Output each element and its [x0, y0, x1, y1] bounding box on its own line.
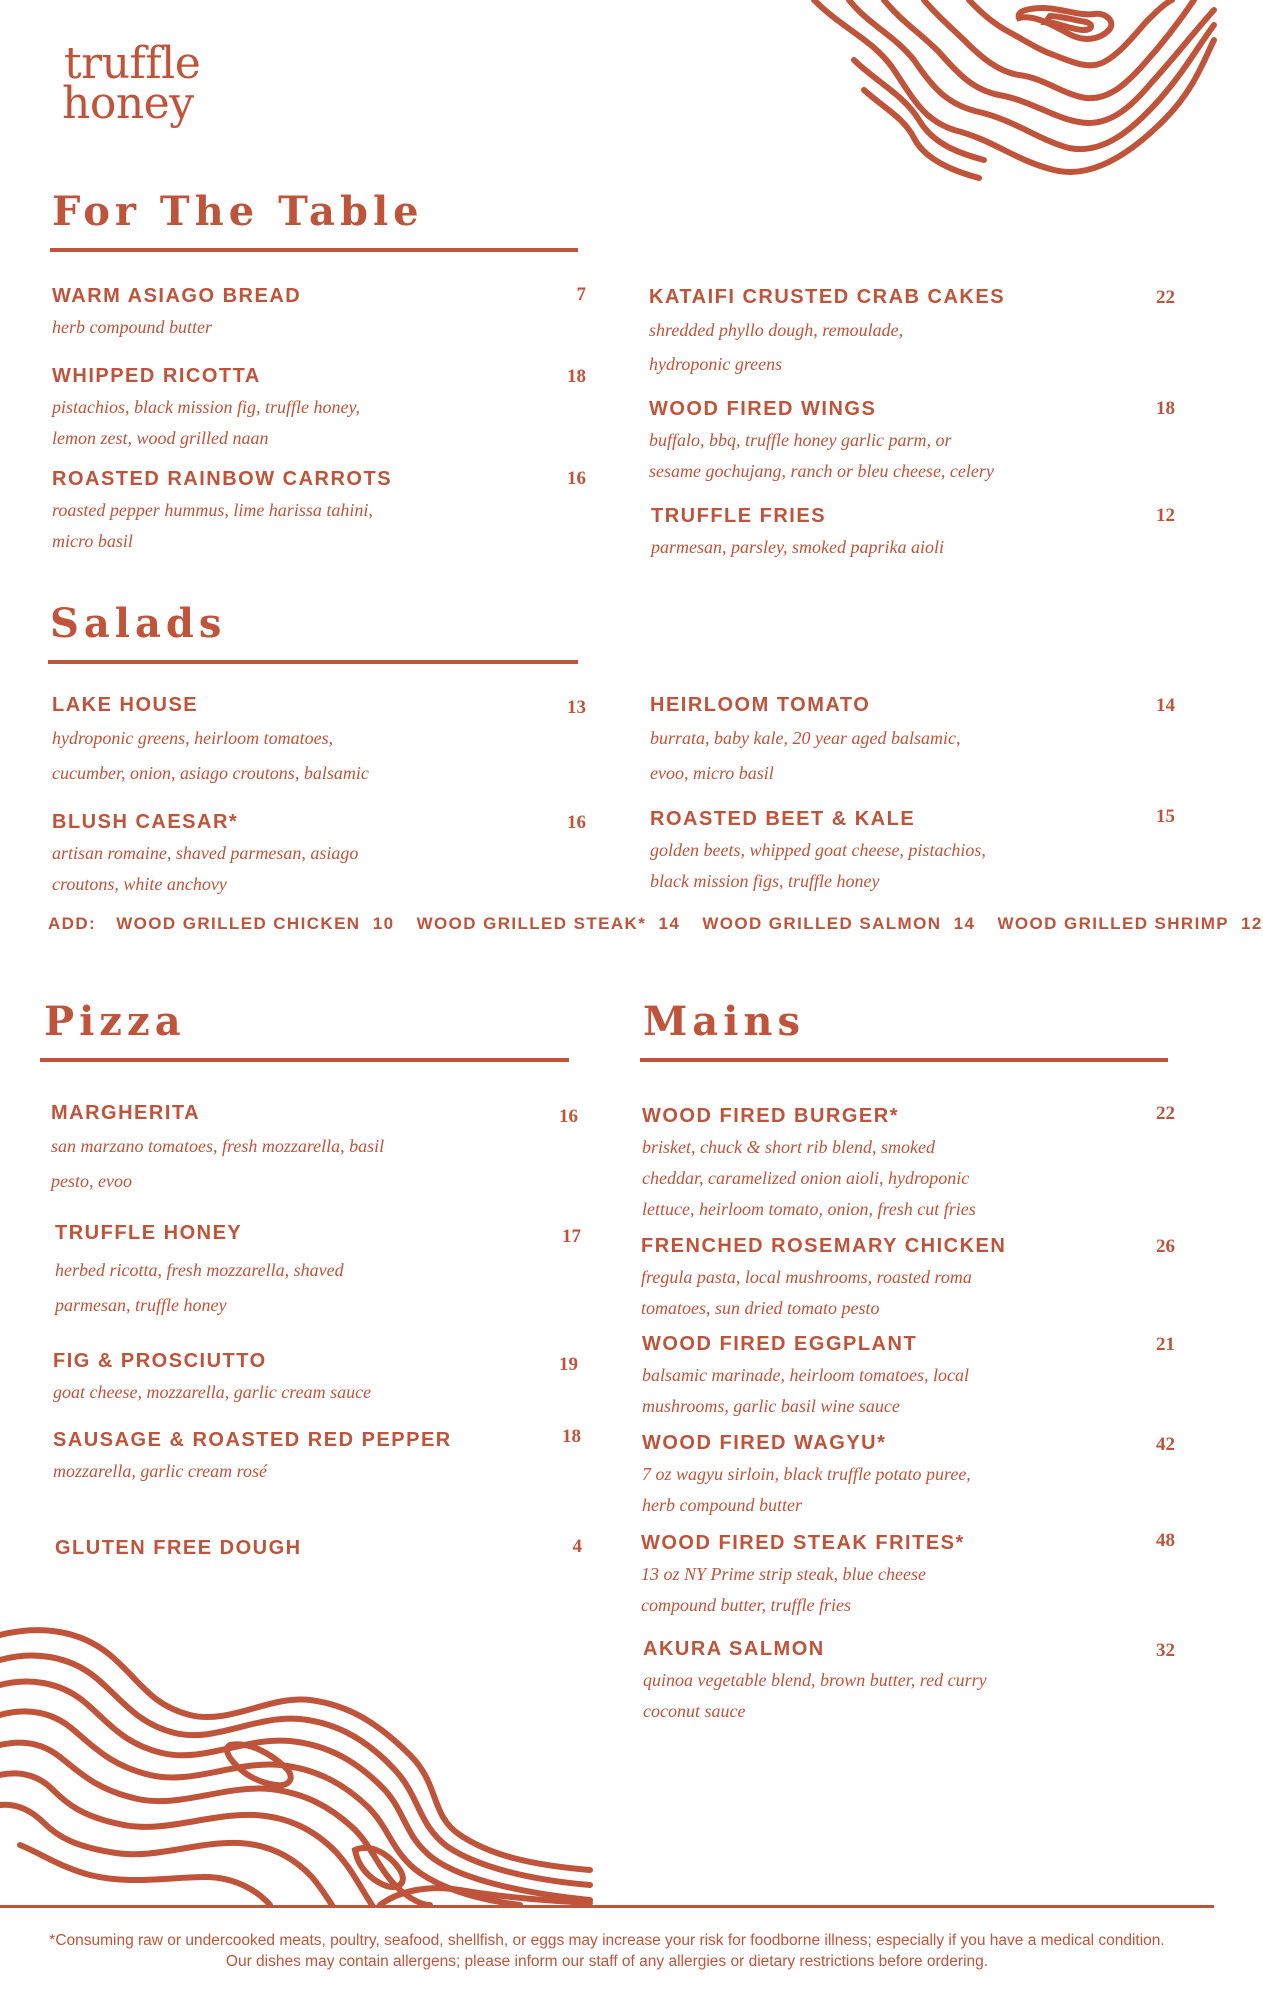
disclaimer-line-1: *Consuming raw or undercooked meats, poultry, seafood, shellfish, or eggs may increase your risk for foodborne illness; especially if you have a medical condition. — [49, 1932, 1165, 1949]
menu-item — [55, 1222, 344, 1323]
item-price: 32 — [1156, 1640, 1175, 1661]
item-name: AKURA SALMON — [643, 1638, 825, 1660]
item-price: 48 — [1156, 1530, 1175, 1551]
item-description: artisan romaine, shaved parmesan, asiago croutons, white anchovy — [52, 843, 359, 894]
item-name: HEIRLOOM TOMATO — [650, 694, 871, 716]
add-label: ADD: — [48, 914, 97, 933]
menu-item — [642, 1105, 976, 1225]
item-description: mozzarella, garlic cream rosé — [53, 1461, 267, 1481]
item-description: pistachios, black mission fig, truffle honey, lemon zest, wood grilled naan — [52, 397, 360, 448]
item-price: 4 — [572, 1536, 582, 1557]
menu-item — [53, 1429, 452, 1487]
item-name: GLUTEN FREE DOUGH — [55, 1537, 302, 1559]
menu-item — [651, 505, 944, 563]
menu-item — [641, 1235, 1006, 1324]
item-name: WOOD FIRED BURGER* — [642, 1105, 899, 1127]
section-divider — [640, 1058, 1168, 1062]
menu-item — [650, 694, 960, 791]
item-name: FIG & PROSCIUTTO — [53, 1350, 267, 1372]
item-description: 13 oz NY Prime strip steak, blue cheese compound butter, truffle fries — [641, 1564, 926, 1615]
section-title-for-the-table: For The Table — [52, 188, 424, 235]
menu-item — [52, 365, 360, 454]
item-name: ROASTED RAINBOW CARROTS — [52, 468, 393, 490]
item-name: WHIPPED RICOTTA — [52, 365, 261, 387]
menu-item — [643, 1638, 987, 1727]
item-price: 26 — [1156, 1236, 1175, 1257]
item-name: FRENCHED ROSEMARY CHICKEN — [641, 1235, 1007, 1257]
item-price: 42 — [1156, 1434, 1175, 1455]
item-name: TRUFFLE HONEY — [55, 1222, 243, 1244]
item-price: 12 — [1156, 505, 1175, 526]
item-price: 21 — [1156, 1334, 1175, 1355]
menu-item — [52, 285, 301, 343]
item-price: 22 — [1156, 1103, 1175, 1124]
item-description: quinoa vegetable blend, brown butter, red curry coconut sauce — [643, 1670, 987, 1721]
section-title-pizza: Pizza — [44, 998, 186, 1045]
item-description: golden beets, whipped goat cheese, pistachios, black mission figs, truffle honey — [650, 840, 986, 891]
item-description: hydroponic greens, heirloom tomatoes, cucumber, onion, asiago croutons, balsamic — [52, 728, 369, 783]
item-name: SAUSAGE & ROASTED RED PEPPER — [53, 1429, 452, 1451]
item-name: KATAIFI CRUSTED CRAB CAKES — [649, 286, 1006, 308]
add-option: WOOD GRILLED SHRIMP 12 — [997, 914, 1263, 933]
menu-item — [53, 1350, 371, 1408]
item-price: 19 — [559, 1354, 578, 1375]
section-title-salads: Salads — [50, 600, 227, 647]
menu-item — [55, 1537, 302, 1560]
footer-divider — [0, 1905, 1214, 1908]
item-description: buffalo, bbq, truffle honey garlic parm, or sesame gochujang, ranch or bleu cheese, celery — [649, 430, 994, 481]
contour-pattern-bottom-left — [0, 1615, 590, 1905]
item-price: 16 — [567, 468, 586, 489]
menu-item — [649, 398, 994, 487]
add-protein-line — [48, 914, 1263, 934]
item-description: 7 oz wagyu sirloin, black truffle potato puree, herb compound butter — [642, 1464, 971, 1515]
menu-item — [52, 811, 358, 900]
section-divider — [50, 248, 578, 252]
menu-item — [51, 1102, 384, 1199]
item-price: 14 — [1156, 695, 1175, 716]
add-option: WOOD GRILLED STEAK* 14 — [416, 914, 681, 933]
item-price: 18 — [562, 1426, 581, 1447]
item-description: fregula pasta, local mushrooms, roasted roma tomatoes, sun dried tomato pesto — [641, 1267, 972, 1318]
item-description: san marzano tomatoes, fresh mozzarella, basil pesto, evoo — [51, 1136, 385, 1191]
item-description: parmesan, parsley, smoked paprika aioli — [651, 537, 944, 557]
item-price: 18 — [567, 366, 586, 387]
item-name: MARGHERITA — [51, 1102, 201, 1124]
item-description: shredded phyllo dough, remoulade, hydroponic greens — [649, 320, 904, 374]
disclaimer-line-2: Our dishes may contain allergens; please inform our staff of any allergies or dietary restrictions before ordering. — [225, 1953, 989, 1970]
add-option: WOOD GRILLED CHICKEN 10 — [116, 914, 395, 933]
brand-line-2: honey — [62, 78, 194, 129]
footer-disclaimer — [0, 1930, 1214, 1972]
item-price: 7 — [576, 284, 586, 305]
item-name: WARM ASIAGO BREAD — [52, 285, 302, 307]
item-price: 17 — [562, 1226, 581, 1247]
contour-pattern-top-right — [754, 0, 1214, 200]
item-name: WOOD FIRED WINGS — [649, 398, 877, 420]
brand-logo — [62, 38, 201, 129]
menu-item — [650, 808, 986, 897]
brand-line-1: truffle — [64, 38, 201, 89]
item-price: 16 — [559, 1106, 578, 1127]
item-name: TRUFFLE FRIES — [651, 505, 827, 527]
item-price: 22 — [1156, 287, 1175, 308]
menu-item — [52, 694, 369, 791]
menu-item — [642, 1333, 969, 1422]
item-name: WOOD FIRED EGGPLANT — [642, 1333, 918, 1355]
item-description: roasted pepper hummus, lime harissa tahini, micro basil — [52, 500, 373, 551]
item-description: burrata, baby kale, 20 year aged balsamic, evoo, micro basil — [650, 728, 961, 783]
item-price: 18 — [1156, 398, 1175, 419]
item-price: 15 — [1156, 806, 1175, 827]
item-description: herb compound butter — [52, 317, 212, 337]
item-name: WOOD FIRED STEAK FRITES* — [641, 1532, 965, 1554]
item-price: 13 — [567, 697, 586, 718]
section-divider — [48, 660, 578, 664]
item-name: ROASTED BEET & KALE — [650, 808, 916, 830]
item-description: goat cheese, mozzarella, garlic cream sauce — [53, 1382, 372, 1402]
item-name: BLUSH CAESAR* — [52, 811, 239, 833]
menu-item — [641, 1532, 965, 1621]
menu-item — [649, 286, 1005, 381]
item-description: balsamic marinade, heirloom tomatoes, local mushrooms, garlic basil wine sauce — [642, 1365, 969, 1416]
item-description: brisket, chuck & short rib blend, smoked cheddar, caramelized onion aioli, hydroponic lettuce, heirloom tomato, onion, fresh cut fries — [642, 1137, 976, 1219]
item-name: WOOD FIRED WAGYU* — [642, 1432, 887, 1454]
item-name: LAKE HOUSE — [52, 694, 199, 716]
item-description: herbed ricotta, fresh mozzarella, shaved parmesan, truffle honey — [55, 1260, 344, 1315]
section-divider — [40, 1058, 569, 1062]
menu-item — [642, 1432, 971, 1521]
item-price: 16 — [567, 812, 586, 833]
menu-item — [52, 468, 392, 557]
add-option: WOOD GRILLED SALMON 14 — [702, 914, 976, 933]
section-title-mains: Mains — [643, 998, 805, 1045]
